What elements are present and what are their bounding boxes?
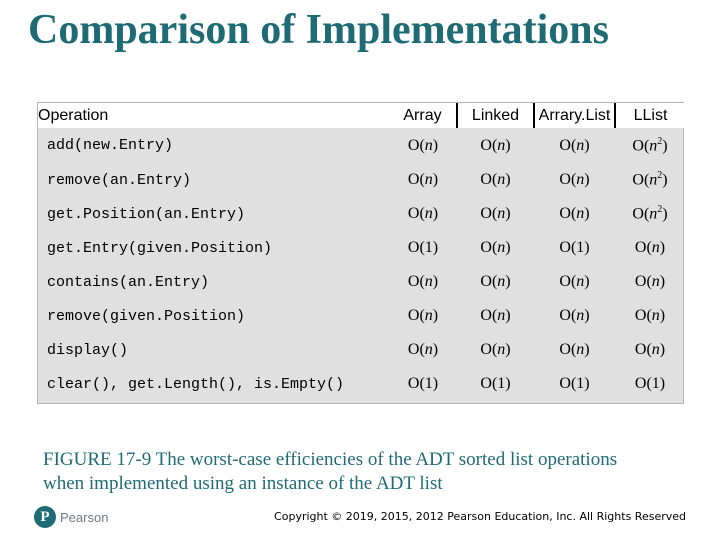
- pearson-logo-icon: P: [34, 506, 56, 528]
- complexity-cell: O(n): [480, 341, 511, 358]
- table-row: [38, 128, 685, 163]
- table-header-row: [38, 103, 685, 128]
- complexity-table-container: [37, 102, 684, 404]
- complexity-cell: O(n): [480, 307, 511, 324]
- complexity-cell: O(1): [559, 239, 590, 256]
- page-title: Comparison of Implementations: [28, 7, 610, 53]
- operation-cell: display(): [47, 341, 129, 359]
- operation-cell: remove(an.Entry): [47, 171, 192, 189]
- complexity-cell: O(n): [634, 273, 666, 290]
- operation-cell: contains(an.Entry): [47, 273, 210, 291]
- complexity-cell: O(n): [480, 239, 511, 256]
- header-linked: Linked: [457, 103, 534, 128]
- table-row: [38, 299, 685, 333]
- complexity-cell: O(n): [634, 239, 666, 256]
- complexity-cell: O(1): [407, 239, 439, 256]
- complexity-cell: O(1): [407, 375, 439, 392]
- table-row: [38, 333, 685, 367]
- complexity-cell: O(n): [480, 171, 511, 188]
- operation-cell: clear(), get.Length(), is.Empty(): [47, 375, 345, 393]
- header-array: Array: [403, 106, 442, 124]
- complexity-cell: $O(n^2)$: [632, 170, 668, 189]
- table-row: [38, 197, 685, 231]
- table-row: [38, 163, 685, 197]
- copyright-notice: Copyright © 2019, 2015, 2012 Pearson Education, Inc. All Rights Reserved: [274, 510, 686, 523]
- complexity-cell: O(1): [559, 375, 590, 392]
- table-row: [38, 367, 685, 401]
- complexity-cell: O(n): [480, 205, 511, 222]
- complexity-cell: O(1): [634, 375, 666, 392]
- complexity-cell: O(n): [407, 136, 439, 154]
- complexity-cell: O(n): [559, 171, 590, 188]
- complexity-table: [38, 103, 685, 401]
- complexity-cell: O(n): [559, 205, 590, 222]
- complexity-cell: O(n): [559, 136, 590, 154]
- complexity-cell: O(n): [634, 341, 666, 358]
- operation-cell: add(new.Entry): [47, 137, 174, 154]
- complexity-cell: O(n): [559, 273, 590, 290]
- table-row: [38, 265, 685, 299]
- figure-caption: FIGURE 17-9 The worst-case efficiencies of the ADT sorted list operations when implemented using an instance of the ADT list: [43, 449, 618, 494]
- header-arraylist: Arrary.List: [534, 103, 615, 128]
- table-body: [38, 128, 685, 401]
- complexity-cell: O(n): [559, 341, 590, 358]
- operation-cell: get.Position(an.Entry): [47, 205, 246, 223]
- complexity-cell: O(n): [407, 171, 439, 188]
- complexity-cell: O(n): [559, 307, 590, 324]
- header-llist: LList: [615, 103, 685, 128]
- complexity-cell: O(n): [407, 307, 439, 324]
- operation-cell: get.Entry(given.Position): [47, 239, 273, 257]
- complexity-cell: O(n): [407, 341, 439, 358]
- complexity-cell: O(n): [407, 205, 439, 222]
- complexity-cell: O(n): [480, 136, 511, 154]
- complexity-cell: $O(n^2)$: [632, 204, 668, 223]
- complexity-cell: O(1): [480, 375, 511, 392]
- pearson-logo: [34, 506, 108, 528]
- complexity-cell: O(n): [634, 307, 666, 324]
- complexity-cell: O(n): [480, 273, 511, 290]
- pearson-logo-text: Pearson: [60, 509, 109, 525]
- operation-cell: remove(given.Position): [47, 307, 246, 325]
- header-operation: Operation: [38, 106, 109, 124]
- complexity-cell: $O(n^2)$: [632, 135, 668, 155]
- table-row: [38, 231, 685, 265]
- complexity-cell: O(n): [407, 273, 439, 290]
